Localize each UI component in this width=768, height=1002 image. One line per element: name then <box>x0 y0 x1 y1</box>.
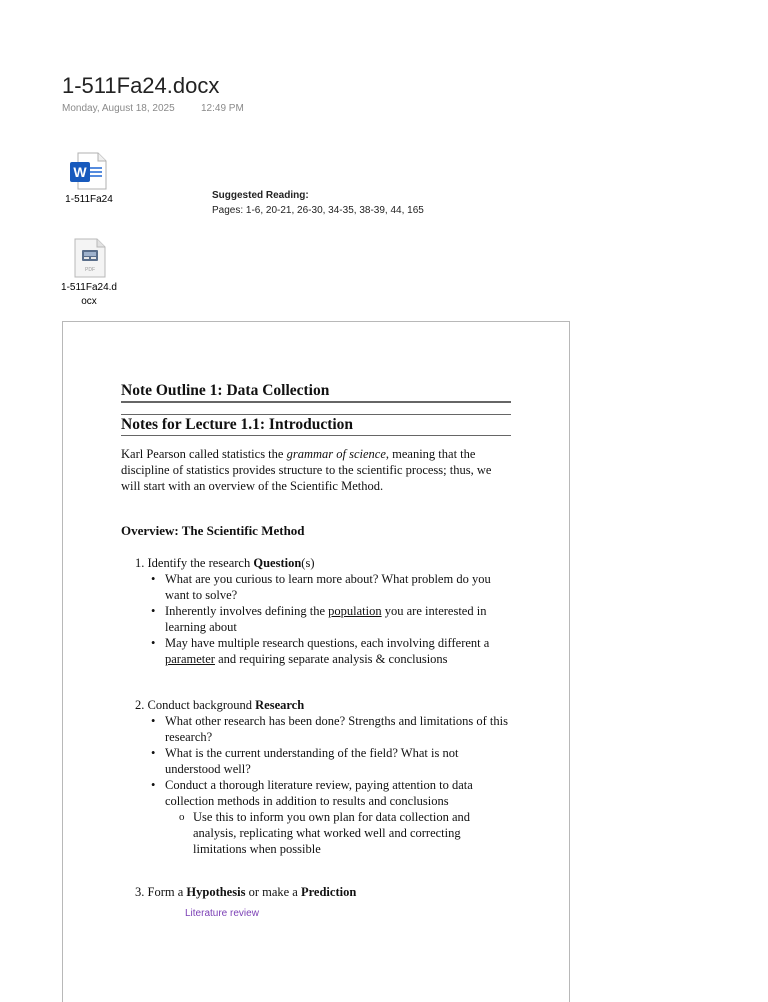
list-item: • May have multiple research questions, each involving different a parameter and requiring separate analysis & conclusions <box>135 635 510 667</box>
step-3-title: 3. Form a Hypothesis or make a Prediction <box>135 885 357 899</box>
sub-list-item: o Use this to inform you own plan for data collection and analysis, replicating what worked well and correcting limitations when possible <box>135 809 510 857</box>
reading-heading: Suggested Reading: <box>212 190 309 201</box>
list-item: • Inherently involves defining the population you are interested in learning about <box>135 603 510 635</box>
overview-heading: Overview: The Scientific Method <box>121 523 305 538</box>
attachment-label-pdf[interactable]: 1-511Fa24.d ocx <box>61 282 117 307</box>
lecture-title: Notes for Lecture 1.1: Introduction <box>121 416 354 433</box>
outline-title: Note Outline 1: Data Collection <box>121 382 330 399</box>
pdf-file-icon[interactable] <box>72 238 108 278</box>
list-item: • Conduct a thorough literature review, paying attention to data collection methods in addition to results and conclusions <box>135 777 510 809</box>
step-1 <box>135 555 510 667</box>
attachment-label-docx[interactable]: 1-511Fa24 <box>65 194 113 205</box>
step-2-title: 2. Conduct background Research <box>135 698 305 712</box>
note-date: Monday, August 18, 2025 <box>62 103 175 114</box>
intro-paragraph: Karl Pearson called statistics the grammar of science, meaning that the discipline of statistics provides structure to the scientific process; thus, we will start with an overview of the Scientific Method. <box>121 447 492 493</box>
note-time: 12:49 PM <box>201 103 244 114</box>
list-item: • What other research has been done? Strengths and limitations of this research? <box>135 713 510 745</box>
step-1-title: 1. Identify the research Question(s) <box>135 556 315 570</box>
step-2 <box>135 697 510 857</box>
suggested-reading <box>212 188 424 218</box>
step-3 <box>135 884 510 900</box>
lecture-rule-bottom <box>121 435 511 436</box>
list-item: • What is the current understanding of the field? What is not understood well? <box>135 745 510 777</box>
reading-pages: Pages: 1-6, 20-21, 26-30, 34-35, 38-39, 44, 165 <box>212 205 424 216</box>
svg-text:PDF: PDF <box>85 267 95 273</box>
lecture-rule-top <box>121 414 511 415</box>
title-rule <box>121 401 511 403</box>
word-file-icon[interactable] <box>68 151 108 191</box>
svg-text:W: W <box>73 164 87 180</box>
list-item: • What are you curious to learn more about? What problem do you want to solve? <box>135 571 510 603</box>
note-title: 1-511Fa24.docx <box>62 73 220 98</box>
document-preview[interactable] <box>62 321 570 1002</box>
literature-review-link[interactable]: Literature review <box>185 908 259 919</box>
